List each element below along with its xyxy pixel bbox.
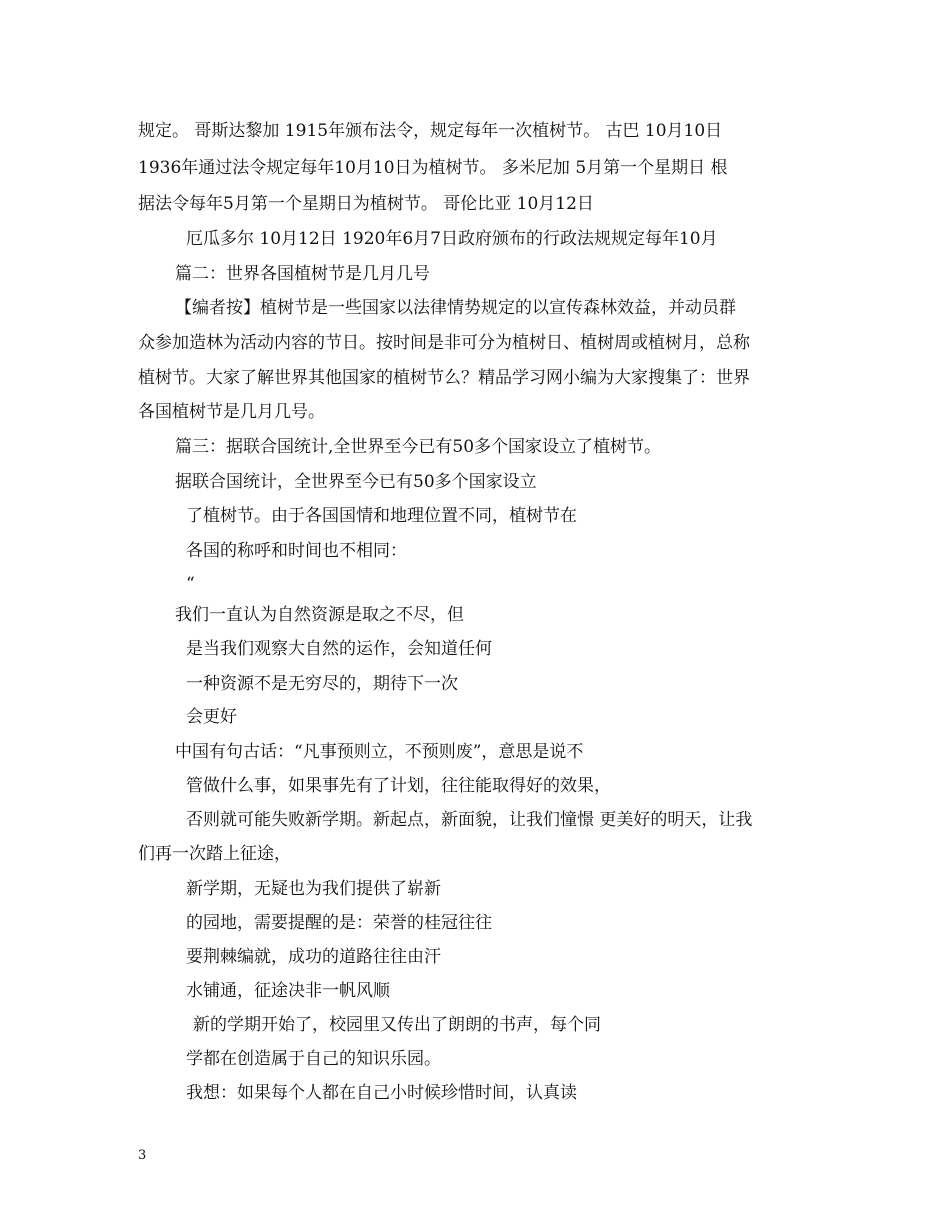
text-line: 各国的称呼和时间也不相同： [186,541,407,561]
text-line: 据联合国统计，全世界至今已有50多个国家设立 [175,472,537,492]
text-line: 规定。 哥斯达黎加 1915年颁布法令，规定每年一次植树节。 古巴 10月10日 [138,121,723,141]
text-line: 管做什么事，如果事先有了计划，往往能取得好的效果， [186,776,611,796]
text-line: 我想：如果每个人都在自己小时候珍惜时间，认真读 [186,1083,577,1103]
text-line: 否则就可能失败新学期。新起点，新面貌，让我们憧憬 更美好的明天，让我 [186,810,753,830]
text-line: 水铺通，征途决非一帆风顺 [186,981,390,1001]
text-line: 1936年通过法令规定每年10月10日为植树节。 多米尼加 5月第一个星期日 根 [138,158,728,178]
quote-mark: “ [186,574,195,594]
text-line: 植树节。大家了解世界其他国家的植树节么？精品学习网小编为大家搜集了：世界 [138,368,750,388]
page-number: 3 [138,1148,147,1163]
text-line: 会更好 [186,707,237,727]
text-line: 新学期，无疑也为我们提供了崭新 [186,879,441,899]
section-heading: 篇三：据联合国统计,全世界至今已有50多个国家设立了植树节。 [175,437,662,457]
text-line: 的园地，需要提醒的是：荣誉的桂冠往往 [186,913,492,933]
text-line: 们再一次踏上征途， [138,844,291,864]
text-line: 厄瓜多尔 10月12日 1920年6月7日政府颁布的行政法规规定每年10月 [186,229,718,249]
text-line: 各国植树节是几月几号。 [138,402,325,422]
text-line: 一种资源不是无穷尽的，期待下一次 [186,674,458,694]
text-line: 了植树节。由于各国国情和地理位置不同，植树节在 [186,506,577,526]
text-line: 中国有句古话：“凡事预则立，不预则废”，意思是说不 [175,742,584,762]
text-line: 是当我们观察大自然的运作，会知道任何 [186,639,492,659]
text-line: 据法令每年5月第一个星期日为植树节。 哥伦比亚 10月12日 [138,194,594,214]
text-line: 我们一直认为自然资源是取之不尽，但 [175,605,464,625]
section-heading: 篇二：世界各国植树节是几月几号 [175,264,430,284]
text-line: 学都在创造属于自己的知识乐园。 [186,1049,441,1069]
text-line: 众参加造林为活动内容的节日。按时间是非可分为植树日、植树周或植树月，总称 [138,333,750,353]
text-line: 要荆棘编就，成功的道路往往由汗 [186,947,441,967]
text-line: 新的学期开始了，校园里又传出了朗朗的书声，每个同 [193,1015,601,1035]
text-line: 【编者按】植树节是一些国家以法律情势规定的以宣传森林效益，并动员群 [175,298,736,318]
